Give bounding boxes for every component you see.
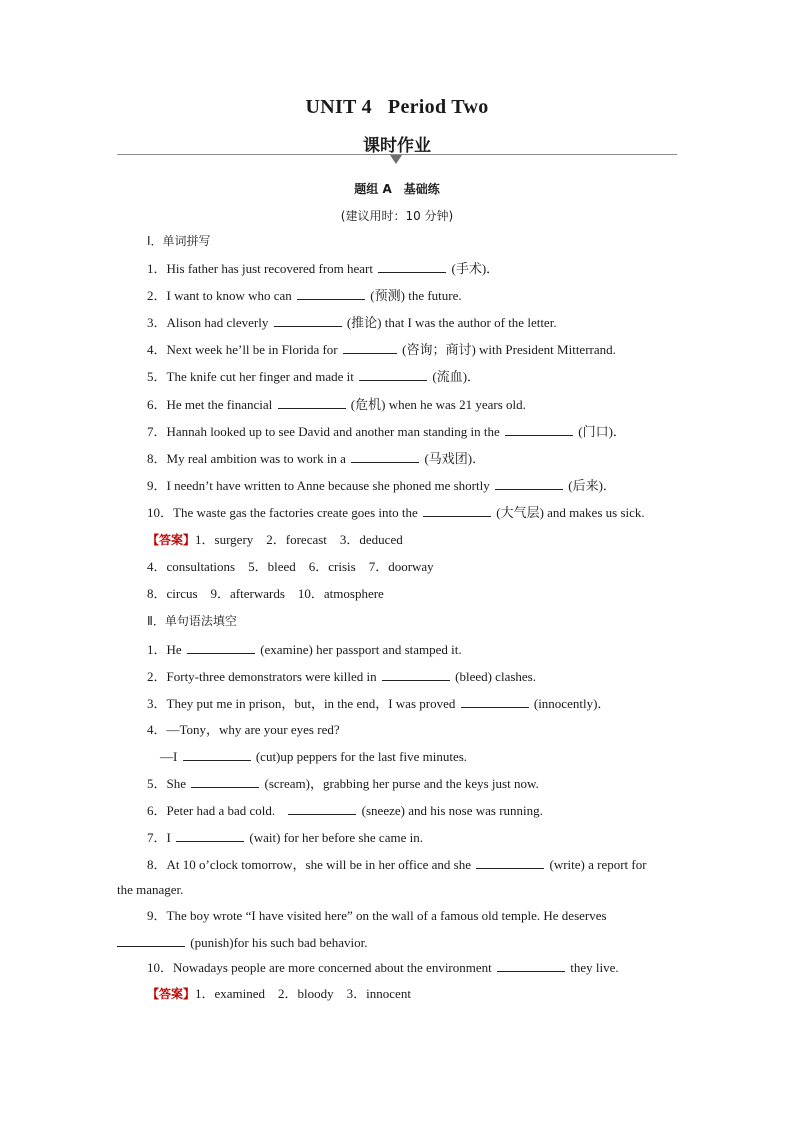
answer-blank[interactable] bbox=[461, 695, 529, 708]
period-label: Period Two bbox=[387, 96, 489, 118]
question-number: 5． bbox=[147, 776, 167, 791]
unit-label: UNIT 4 bbox=[305, 96, 372, 118]
question-line bbox=[147, 341, 616, 358]
question-text: Alison had cleverly bbox=[166, 315, 269, 330]
question-number: 4． bbox=[147, 342, 167, 357]
question-line bbox=[147, 829, 423, 846]
question-hint: (预测) the future. bbox=[370, 288, 462, 303]
page-subtitle: 课时作业 bbox=[363, 136, 431, 156]
question-hint: (scream)，grabbing her purse and the keys just now. bbox=[264, 776, 539, 791]
question-hint: (bleed) clashes. bbox=[455, 669, 536, 684]
question-hint: (sneeze) and his nose was running. bbox=[361, 803, 543, 818]
answer-line: 4．consultations 5．bleed 6．crisis 7．doorway bbox=[147, 559, 434, 574]
question-number: 6． bbox=[147, 397, 167, 412]
question-number: 10． bbox=[147, 960, 174, 975]
question-hint: (cut)up peppers for the last five minutes. bbox=[255, 749, 468, 764]
question-text: My real ambition was to work in a bbox=[166, 451, 346, 466]
question-line bbox=[147, 450, 485, 467]
question-line bbox=[147, 423, 626, 440]
answer-blank[interactable] bbox=[274, 314, 342, 327]
question-number: 9． bbox=[147, 908, 167, 923]
question-number: 10． bbox=[147, 505, 174, 520]
question-hint: (大气层) and makes us sick. bbox=[496, 505, 645, 520]
unit-title bbox=[0, 96, 794, 119]
question-text: Hannah looked up to see David and another man standing in the bbox=[166, 424, 500, 439]
question-line bbox=[147, 314, 557, 331]
question-text: They put me in prison，but，in the end，I was proved bbox=[166, 696, 456, 711]
question-text: Peter had a bad cold. bbox=[166, 803, 276, 818]
question-number: 4． bbox=[147, 722, 167, 737]
question-text: —I bbox=[160, 749, 178, 764]
answer-label: 【答案】 bbox=[147, 987, 196, 1001]
section-1-title: Ⅰ．单词拼写 bbox=[147, 234, 211, 248]
question-number: 3． bbox=[147, 315, 167, 330]
question-hint: (innocently)． bbox=[533, 696, 611, 711]
question-text: His father has just recovered from heart bbox=[166, 261, 373, 276]
question-text: I needn’t have written to Anne because she phoned me shortly bbox=[166, 478, 490, 493]
question-text: —Tony，why are your eyes red? bbox=[166, 722, 340, 737]
question-line bbox=[147, 802, 543, 819]
question-line bbox=[147, 260, 499, 277]
question-line bbox=[147, 668, 536, 685]
question-text: At 10 o’clock tomorrow，she will be in her office and she bbox=[166, 857, 471, 872]
answer-blank[interactable] bbox=[359, 368, 427, 381]
question-number: 2． bbox=[147, 288, 167, 303]
question-line bbox=[147, 695, 610, 712]
answer-text: 1．surgery 2．forecast 3．deduced bbox=[195, 532, 403, 547]
answer-blank[interactable] bbox=[495, 477, 563, 490]
question-line bbox=[147, 908, 607, 924]
question-text: Forty-three demonstrators were killed in bbox=[166, 669, 377, 684]
question-hint: (门口)． bbox=[578, 424, 626, 439]
question-hint: (推论) that I was the author of the letter. bbox=[346, 315, 557, 330]
question-text: She bbox=[166, 776, 187, 791]
question-number: 3． bbox=[147, 696, 167, 711]
question-hint: (write) a report for bbox=[549, 857, 647, 872]
question-hint: (咨询；商讨) with President Mitterrand. bbox=[402, 342, 616, 357]
triangle-marker-icon bbox=[390, 155, 402, 164]
answer-blank[interactable] bbox=[378, 260, 446, 273]
answer-blank[interactable] bbox=[497, 959, 565, 972]
question-hint: (马戏团)． bbox=[424, 451, 486, 466]
question-line bbox=[147, 641, 462, 658]
question-number: 1． bbox=[147, 261, 167, 276]
question-hint: (流血)． bbox=[432, 369, 481, 384]
time-hint: (建议用时：10 分钟) bbox=[340, 209, 454, 223]
question-hint: (punish)for his such bad behavior. bbox=[190, 935, 368, 950]
question-text: I bbox=[166, 830, 171, 845]
question-number: 2． bbox=[147, 669, 167, 684]
question-line bbox=[147, 368, 480, 385]
question-line bbox=[117, 934, 368, 951]
answer-blank[interactable] bbox=[505, 423, 573, 436]
question-text: Nowadays people are more concerned about the environment bbox=[173, 960, 492, 975]
answer-blank[interactable] bbox=[278, 396, 346, 409]
section-2-title: Ⅱ．单句语法填空 bbox=[147, 614, 237, 628]
question-hint: (手术)． bbox=[451, 261, 500, 276]
answer-blank[interactable] bbox=[351, 450, 419, 463]
answer-blank[interactable] bbox=[382, 668, 450, 681]
group-title: 题组 A 基础练 bbox=[354, 182, 440, 196]
question-text: He bbox=[166, 642, 182, 657]
question-number: 9． bbox=[147, 478, 167, 493]
question-number: 7． bbox=[147, 830, 167, 845]
answer-blank[interactable] bbox=[343, 341, 397, 354]
question-text: The boy wrote “I have visited here” on the wall of a famous old temple. He deserves bbox=[166, 908, 607, 923]
question-number: 8． bbox=[147, 451, 167, 466]
question-continuation: the manager. bbox=[117, 882, 184, 897]
question-number: 7． bbox=[147, 424, 167, 439]
question-text: The knife cut her finger and made it bbox=[166, 369, 354, 384]
question-number: 1． bbox=[147, 642, 167, 657]
question-number: 5． bbox=[147, 369, 167, 384]
answer-line bbox=[147, 986, 411, 1002]
answer-line bbox=[147, 532, 403, 548]
question-text: Next week he’ll be in Florida for bbox=[166, 342, 338, 357]
question-number: 6． bbox=[147, 803, 167, 818]
question-line bbox=[147, 396, 526, 413]
answer-blank[interactable] bbox=[476, 856, 544, 869]
answer-blank[interactable] bbox=[423, 504, 491, 517]
answer-blank[interactable] bbox=[183, 748, 251, 761]
question-line bbox=[147, 287, 462, 304]
answer-blank[interactable] bbox=[187, 641, 255, 654]
answer-text: 1．examined 2．bloody 3．innocent bbox=[195, 986, 411, 1001]
question-line bbox=[147, 504, 645, 521]
answer-blank[interactable] bbox=[297, 287, 365, 300]
question-text: He met the financial bbox=[166, 397, 273, 412]
question-text: The waste gas the factories create goes into the bbox=[173, 505, 418, 520]
question-text: I want to know who can bbox=[166, 288, 292, 303]
answer-label: 【答案】 bbox=[147, 533, 196, 547]
answer-blank[interactable] bbox=[117, 934, 185, 947]
answer-blank[interactable] bbox=[176, 829, 244, 842]
question-hint: (后来)． bbox=[568, 478, 616, 493]
question-line bbox=[147, 775, 539, 792]
question-hint: (examine) her passport and stamped it. bbox=[260, 642, 462, 657]
question-line bbox=[147, 959, 619, 976]
answer-blank[interactable] bbox=[191, 775, 259, 788]
question-line bbox=[147, 477, 616, 494]
question-line bbox=[160, 748, 467, 765]
answer-blank[interactable] bbox=[288, 802, 356, 815]
question-hint: (wait) for her before she came in. bbox=[249, 830, 423, 845]
answer-line: 8．circus 9．afterwards 10．atmosphere bbox=[147, 586, 384, 601]
question-hint: they live. bbox=[570, 960, 619, 975]
question-number: 8． bbox=[147, 857, 167, 872]
question-line bbox=[147, 856, 647, 873]
question-line bbox=[147, 722, 340, 738]
question-hint: (危机) when he was 21 years old. bbox=[350, 397, 526, 412]
